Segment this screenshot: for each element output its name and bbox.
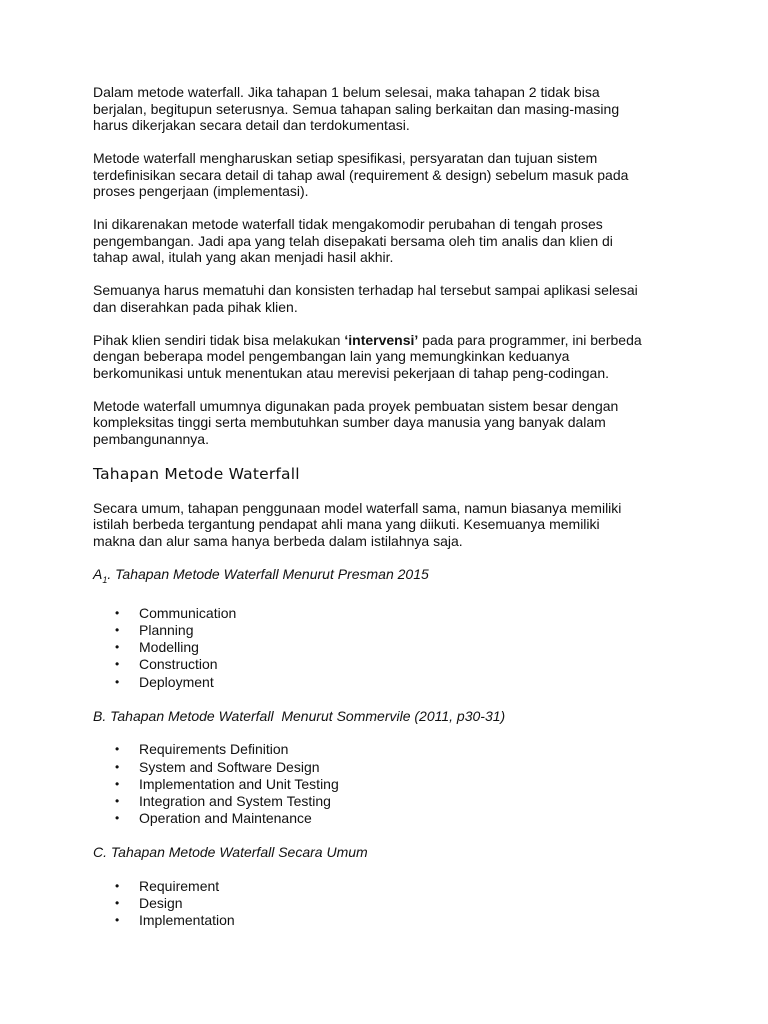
bullet-icon: • <box>115 896 120 911</box>
list-item-label: Design <box>139 895 183 912</box>
paragraph-5-end: pada para programmer, ini berbeda dengan beberapa model pengembangan lain yang memungkinkan keduanya berkomunikasi untuk menentukan atau merevisi pekerjaan di tahap peng-codingan. <box>93 331 642 381</box>
section-a-list <box>93 605 693 691</box>
section-b-list <box>93 741 693 827</box>
paragraph-1: Dalam metode waterfall. Jika tahapan 1 belum selesai, maka tahapan 2 tidak bisa berjalan, begitupun seterusnya. Semua tahapan saling berkaitan dan masing-masing harus dikerjakan secara detail dan terdokumentasi. <box>93 84 620 133</box>
intervensi-bold-term: ‘intervensi’ <box>344 331 419 348</box>
list-item-label: Planning <box>139 622 194 638</box>
list-item-label: Modelling <box>139 639 199 656</box>
section-a-subscript: 1 <box>102 574 108 585</box>
paragraph-6: Metode waterfall umumnya digunakan pada proyek pembuatan sistem besar dengan kompleksitas tinggi serta membutuhkan sumber daya manusia yang banyak dalam pembangunannya. <box>93 397 619 447</box>
list-item <box>93 656 693 673</box>
list-item-label: Implementation <box>139 912 235 929</box>
bullet-icon: • <box>115 623 120 637</box>
list-item <box>93 622 693 639</box>
list-item <box>93 674 693 691</box>
list-item-label: Communication <box>139 604 237 621</box>
list-item-label: Implementation and Unit Testing <box>139 775 339 792</box>
section-a-title-text: . Tahapan Metode Waterfall Menurut Presman 2015 <box>107 565 429 582</box>
list-item-label: System and Software Design <box>139 758 320 775</box>
bullet-icon: • <box>115 742 120 757</box>
list-item <box>93 912 693 929</box>
section-a-title <box>93 566 693 588</box>
list-item-label: Requirements Definition <box>139 741 289 758</box>
paragraph-2: Metode waterfall mengharuskan setiap spesifikasi, persyaratan dan tujuan sistem terdefinisikan secara detail di tahap awal (requirement & design) sebelum masuk pada proses pengerjaan (implementasi). <box>93 150 629 199</box>
bullet-icon: • <box>115 793 120 808</box>
list-item-label: Deployment <box>139 673 214 690</box>
section-b-title: B. Tahapan Metode Waterfall Menurut Sommervile (2011, p30-31) <box>93 707 506 724</box>
list-item <box>93 639 693 656</box>
list-item <box>93 810 693 827</box>
list-item-label: Integration and System Testing <box>139 792 331 809</box>
list-item-label: Requirement <box>139 877 220 894</box>
section-c-title: C. Tahapan Metode Waterfall Secara Umum <box>93 844 368 861</box>
bullet-icon: • <box>115 657 120 672</box>
bullet-icon: • <box>115 759 120 774</box>
bullet-icon: • <box>115 811 120 826</box>
bullet-icon: • <box>115 640 120 655</box>
list-item <box>93 793 693 810</box>
section-heading: Tahapan Metode Waterfall <box>93 464 300 483</box>
paragraph-3: Ini dikarenakan metode waterfall tidak mengakomodir perubahan di tengah proses pengembangan. Jadi apa yang telah disepakati bersama oleh tim analis dan klien di tahap awal, itulah yang akan menjadi hasil akhir. <box>93 216 613 265</box>
section-c-list <box>93 878 693 930</box>
list-item-label: Operation and Maintenance <box>139 810 312 827</box>
intro-paragraph: Secara umum, tahapan penggunaan model waterfall sama, namun biasanya memiliki istilah berbeda tergantung pendapat ahli mana yang diikuti. Kesemuanya memiliki makna dan alur sama hanya berbeda dalam istilahnya saja. <box>93 499 622 549</box>
list-item <box>93 895 693 912</box>
list-item <box>93 605 693 622</box>
bullet-icon: • <box>115 913 120 928</box>
document-page <box>93 84 693 946</box>
section-a-prefix: A <box>93 565 103 582</box>
bullet-icon: • <box>115 878 120 893</box>
list-item <box>93 776 693 793</box>
list-item <box>93 741 693 758</box>
bullet-icon: • <box>115 605 120 620</box>
paragraph-5 <box>93 332 693 382</box>
bullet-icon: • <box>115 674 120 689</box>
list-item <box>93 759 693 776</box>
paragraph-4: Semuanya harus mematuhi dan konsisten terhadap hal tersebut sampai aplikasi selesai dan diserahkan pada pihak klien. <box>93 282 638 315</box>
bullet-icon: • <box>115 776 120 791</box>
list-item-label: Construction <box>139 656 218 673</box>
paragraph-5-start: Pihak klien sendiri tidak bisa melakukan <box>93 331 345 348</box>
list-item <box>93 878 693 895</box>
